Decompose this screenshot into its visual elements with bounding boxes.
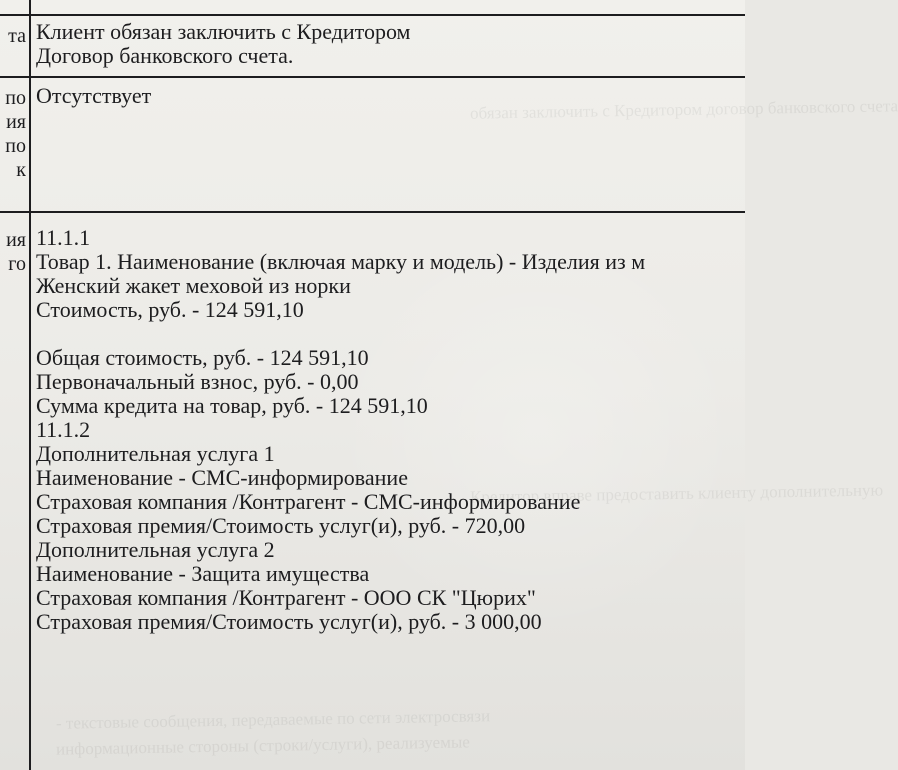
background-bleed-text: обязан заключить с Кредитором договор банковского счета bbox=[469, 96, 898, 123]
row1-line: Договор банковского счета. bbox=[36, 43, 294, 68]
row3-line: Женский жакет меховой из норки bbox=[36, 273, 351, 298]
row3-line: 11.1.1 bbox=[36, 225, 91, 250]
table-vertical-border bbox=[29, 0, 31, 770]
background-bleed-text: Кредитор вправе предоставить клиенту дополнительную bbox=[469, 480, 884, 507]
row1-cell bbox=[36, 20, 410, 68]
table-horizontal-border bbox=[0, 14, 745, 16]
row2-line: Отсутствует bbox=[36, 83, 152, 108]
left-column-fragment: ия bbox=[6, 229, 26, 251]
row3-line: Страховая компания /Контрагент - СМС-информирование bbox=[36, 489, 581, 514]
left-column-fragment: го bbox=[8, 253, 26, 275]
row3-line: Сумма кредита на товар, руб. - 124 591,10 bbox=[36, 393, 428, 418]
row2-cell bbox=[36, 84, 151, 108]
table-horizontal-border bbox=[0, 211, 745, 213]
row3-line: Страховая компания /Контрагент - ООО СК "Цюрих" bbox=[36, 585, 536, 610]
row3-line: Наименование - Защита имущества bbox=[36, 561, 370, 586]
row3-line: 11.1.2 bbox=[36, 417, 91, 442]
row3-line: Дополнительная услуга 2 bbox=[36, 537, 275, 562]
row3-line: Страховая премия/Стоимость услуг(и), руб. - 3 000,00 bbox=[36, 609, 542, 634]
left-column-fragment: к bbox=[16, 159, 26, 181]
row3-line: Наименование - СМС-информирование bbox=[36, 465, 408, 490]
background-bleed-text: информационные стороны (строки/услуги), реализуемые bbox=[55, 732, 471, 759]
left-column-fragment: по bbox=[5, 135, 26, 157]
left-column-fragment: та bbox=[8, 25, 26, 47]
left-column-fragment: ия bbox=[6, 111, 26, 133]
table-horizontal-border bbox=[0, 76, 745, 78]
row3-line: Стоимость, руб. - 124 591,10 bbox=[36, 297, 304, 322]
row3-line: Товар 1. Наименование (включая марку и модель) - Изделия из м bbox=[36, 249, 646, 274]
row3-line: Общая стоимость, руб. - 124 591,10 bbox=[36, 345, 369, 370]
row3-line: Первоначальный взнос, руб. - 0,00 bbox=[36, 369, 359, 394]
row3-spacer bbox=[36, 322, 645, 346]
background-bleed-text: - текстовые сообщения, передаваемые по сети электросвязи bbox=[55, 706, 491, 733]
row3-cell bbox=[36, 226, 645, 634]
row3-line: Страховая премия/Стоимость услуг(и), руб. - 720,00 bbox=[36, 513, 526, 538]
left-column-fragment: по bbox=[5, 87, 26, 109]
row3-line: Дополнительная услуга 1 bbox=[36, 441, 275, 466]
row1-line: Клиент обязан заключить с Кредитором bbox=[36, 19, 411, 44]
